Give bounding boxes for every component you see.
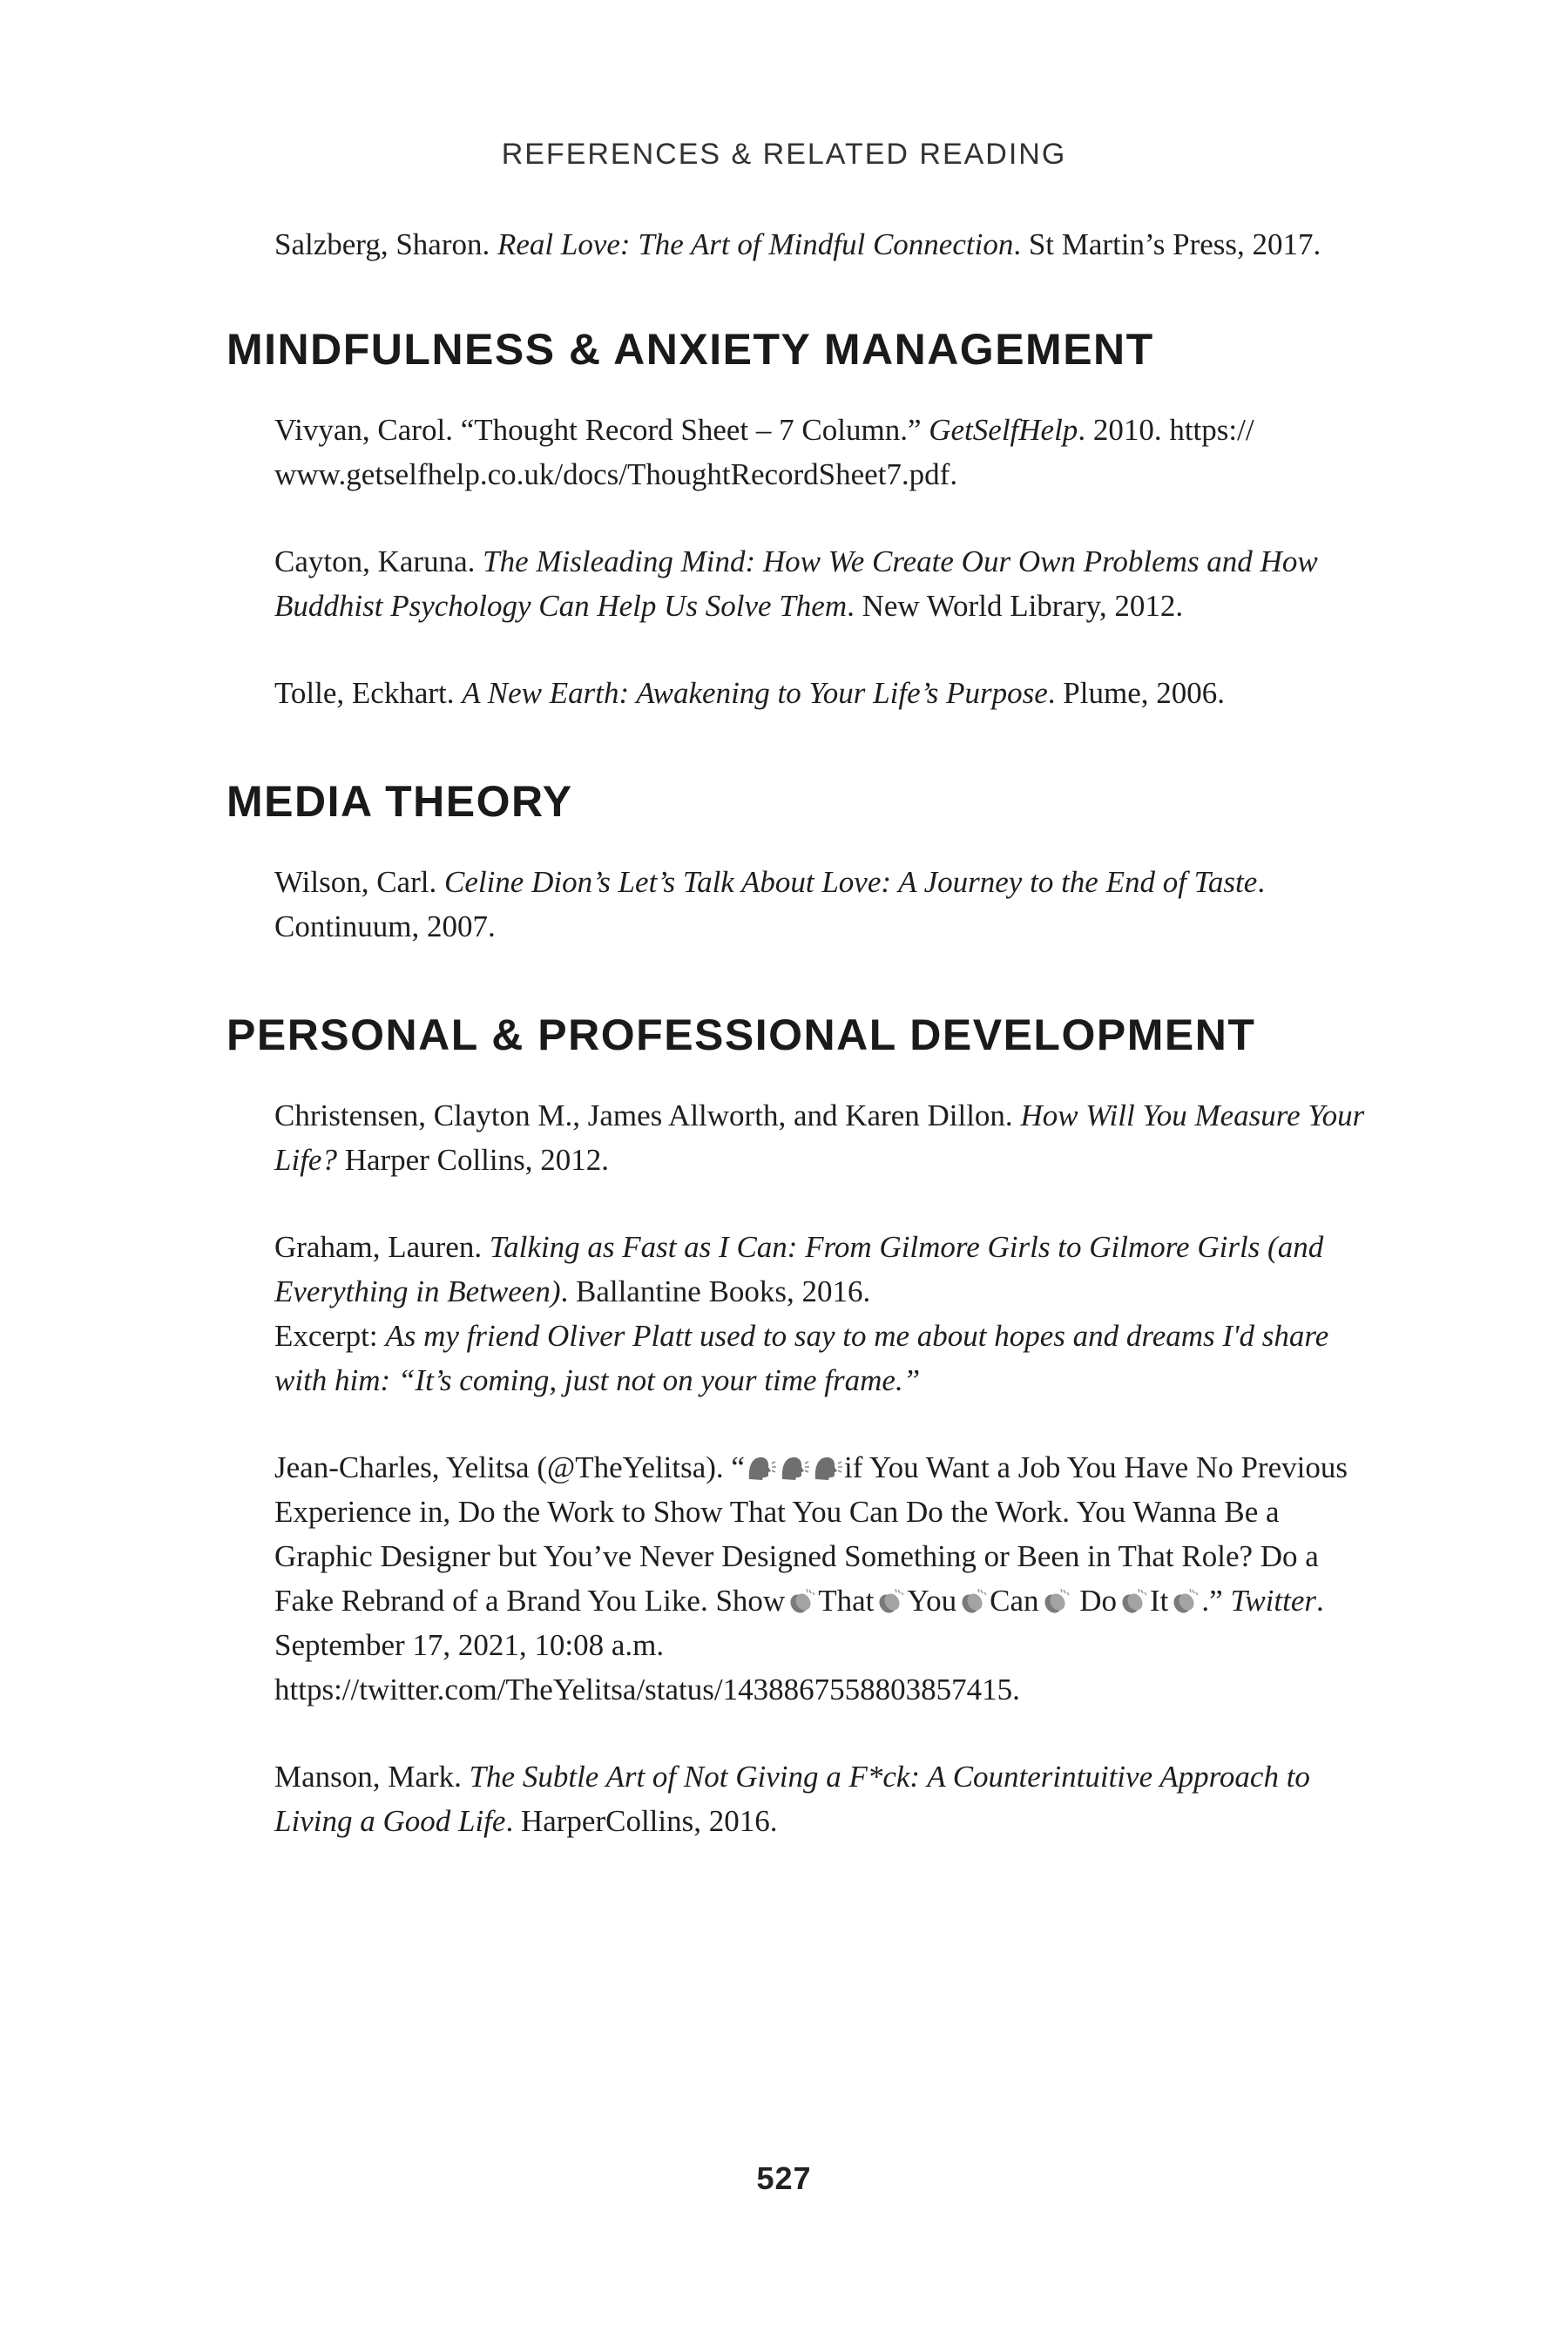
- clapping-hands-icon: [1040, 1586, 1071, 1616]
- clapping-hands-icon: [875, 1586, 906, 1616]
- clapping-hands-icon: [1169, 1586, 1200, 1616]
- speaking-head-icon: [812, 1453, 843, 1483]
- reference-entry: Jean-Charles, Yelitsa (@TheYelitsa). “ if You Want a Job You Have No Previous Experience in, Do the Work to Show That You Can Do the Work. You Wanna Be a Graphic Designer but You’ve Never Designed Something or Been in That Role? Do a Fake Rebrand of a Brand You Like. Show That You Can Do It .” Twitter. September 17, 2021, 10:08 a.m. https://twitter.com/TheYelitsa/status/1438867558803857415.: [274, 1450, 1348, 1707]
- reference-entry: Christensen, Clayton M., James Allworth, and Karen Dillon. How Will You Measure Your Life? Harper Collins, 2012.: [274, 1098, 1365, 1177]
- section-heading-media-theory: MEDIA THEORY: [226, 777, 573, 826]
- reference-entry: Cayton, Karuna. The Misleading Mind: How We Create Our Own Problems and How Buddhist Psychology Can Help Us Solve Them. New World Library, 2012.: [274, 544, 1318, 623]
- excerpt-label: Excerpt:: [274, 1319, 386, 1353]
- clapping-hands-icon: [1118, 1586, 1149, 1616]
- reference-entry: Salzberg, Sharon. Real Love: The Art of Mindful Connection. St Martin’s Press, 2017.: [274, 227, 1321, 261]
- speaking-head-icon: [746, 1453, 777, 1483]
- page-number: 527: [756, 2160, 812, 2196]
- clapping-hands-icon: [786, 1586, 817, 1616]
- reference-entry: Vivyan, Carol. “Thought Record Sheet – 7 Column.” GetSelfHelp. 2010. https:// www.getselfhelp.co.uk/docs/ThoughtRecordSheet7.pdf.: [274, 413, 1254, 491]
- reference-entry: Manson, Mark. The Subtle Art of Not Giving a F*ck: A Counterintuitive Approach to Living a Good Life. HarperCollins, 2016.: [274, 1760, 1310, 1838]
- section-heading-mindfulness: MINDFULNESS & ANXIETY MANAGEMENT: [226, 325, 1154, 374]
- clapping-hands-icon: [957, 1586, 989, 1616]
- reference-entry: Tolle, Eckhart. A New Earth: Awakening to Your Life’s Purpose. Plume, 2006.: [274, 676, 1225, 710]
- references-content: [226, 222, 1376, 1843]
- speaking-head-icon: [779, 1453, 810, 1483]
- excerpt-text: As my friend Oliver Platt used to say to me about hopes and dreams I'd share with him: “It’s coming, just not on your time frame.”: [274, 1319, 1329, 1397]
- reference-entry: Graham, Lauren. Talking as Fast as I Can: From Gilmore Girls to Gilmore Girls (and Everything in Between). Ballantine Books, 2016. Excerpt: As my friend Oliver Platt used to say to me about hopes and dreams I'd share with him: “It’s coming, just not on your time frame.”: [274, 1230, 1329, 1397]
- section-heading-personal-development: PERSONAL & PROFESSIONAL DEVELOPMENT: [226, 1010, 1256, 1059]
- running-head: REFERENCES & RELATED READING: [501, 138, 1067, 171]
- reference-entry: Wilson, Carl. Celine Dion’s Let’s Talk About Love: A Journey to the End of Taste. Continuum, 2007.: [274, 865, 1266, 943]
